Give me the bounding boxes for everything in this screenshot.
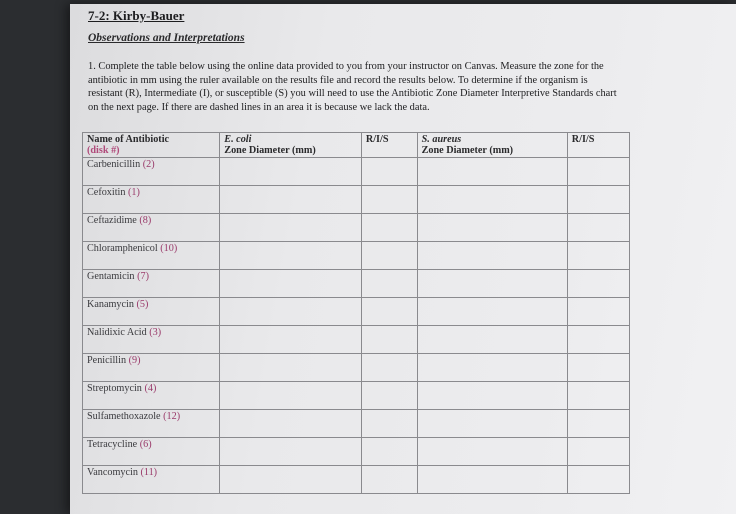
saureus-zone-cell[interactable] [417, 186, 567, 214]
table-header-row [83, 133, 630, 158]
antibiotic-name-cell [83, 186, 220, 214]
ecoli-ris-cell[interactable] [361, 242, 417, 270]
saureus-ris-cell[interactable] [567, 382, 629, 410]
antibiotic-name-cell [83, 382, 220, 410]
saureus-ris-cell[interactable] [567, 214, 629, 242]
disk-number: (9) [128, 355, 141, 366]
ecoli-zone-cell[interactable] [220, 410, 362, 438]
antibiotic-name: Kanamycin [87, 299, 134, 310]
antibiotic-name-cell [83, 354, 220, 382]
disk-number: (11) [140, 467, 158, 478]
antibiotic-name: Gentamicin [87, 271, 135, 282]
antibiotic-name-cell [83, 410, 220, 438]
antibiotic-name: Vancomycin [87, 467, 138, 478]
saureus-ris-cell[interactable] [567, 158, 629, 186]
ecoli-ris-cell[interactable] [361, 410, 417, 438]
saureus-ris-cell[interactable] [567, 326, 629, 354]
saureus-ris-cell[interactable] [567, 298, 629, 326]
ecoli-ris-cell[interactable] [361, 354, 417, 382]
ecoli-ris-cell[interactable] [361, 326, 417, 354]
disk-number: (8) [139, 215, 152, 226]
header-saureus [417, 133, 567, 158]
antibiotic-name-cell [83, 298, 220, 326]
ecoli-ris-cell[interactable] [361, 270, 417, 298]
antibiotic-name-cell [83, 466, 220, 494]
table-row [83, 298, 630, 326]
disk-number: (1) [128, 187, 140, 198]
saureus-ris-cell[interactable] [567, 354, 629, 382]
antibiotic-name: Nalidixic Acid [87, 327, 147, 338]
document-title: 7-2: Kirby-Bauer [88, 8, 185, 23]
saureus-ris-cell[interactable] [567, 270, 629, 298]
table-row [83, 410, 630, 438]
ecoli-zone-cell[interactable] [220, 326, 362, 354]
antibiotic-name-cell [83, 438, 220, 466]
header-ecoli-zone: Zone Diameter (mm) [224, 145, 316, 156]
antibiotic-name-cell [83, 270, 220, 298]
saureus-ris-cell[interactable] [567, 242, 629, 270]
saureus-zone-cell[interactable] [417, 410, 567, 438]
ecoli-zone-cell[interactable] [220, 382, 362, 410]
saureus-zone-cell[interactable] [417, 438, 567, 466]
header-antibiotic [83, 133, 220, 158]
ecoli-zone-cell[interactable] [220, 214, 362, 242]
section-heading: Observations and Interpretations [88, 32, 245, 44]
ecoli-zone-cell[interactable] [220, 158, 362, 186]
saureus-zone-cell[interactable] [417, 354, 567, 382]
saureus-zone-cell[interactable] [417, 158, 567, 186]
antibiotic-name-cell [83, 158, 220, 186]
saureus-zone-cell[interactable] [417, 270, 567, 298]
table-row [83, 354, 630, 382]
saureus-zone-cell[interactable] [417, 466, 567, 494]
saureus-ris-cell[interactable] [567, 410, 629, 438]
disk-number: (5) [136, 299, 149, 310]
saureus-ris-cell[interactable] [567, 438, 629, 466]
results-table [82, 132, 630, 494]
ecoli-zone-cell[interactable] [220, 270, 362, 298]
table-row [83, 270, 630, 298]
antibiotic-name: Chloramphenicol [87, 243, 158, 254]
instructions-paragraph: 1. Complete the table below using the online data provided to you from your instructor on Canvas. Measure the zone for the antibiotic in mm using the ruler available on the results file and record the results below. To determine if the organism is resistant (R), Intermediate (I), or susceptible (S) you will need to use the Antibiotic Zone Diameter Interpretive Standards chart on the next page. If there are dashed lines in an area it is because we lack the data. [88, 61, 617, 113]
antibiotic-name: Penicillin [87, 355, 127, 366]
antibiotic-name: Tetracycline [87, 439, 138, 450]
ecoli-zone-cell[interactable] [220, 298, 362, 326]
disk-number: (2) [142, 159, 155, 170]
ecoli-zone-cell[interactable] [220, 186, 362, 214]
ecoli-ris-cell[interactable] [361, 382, 417, 410]
antibiotic-name-cell [83, 326, 220, 354]
disk-number: (7) [137, 271, 149, 282]
table-row [83, 186, 630, 214]
antibiotic-name: Streptomycin [87, 383, 142, 394]
ecoli-zone-cell[interactable] [220, 242, 362, 270]
disk-number: (3) [149, 327, 162, 338]
header-ecoli-organism: E. coli [224, 134, 252, 145]
header-saureus-zone: Zone Diameter (mm) [421, 145, 514, 156]
header-ris-ecoli: R/I/S [361, 133, 417, 158]
saureus-zone-cell[interactable] [417, 214, 567, 242]
saureus-zone-cell[interactable] [417, 326, 567, 354]
saureus-ris-cell[interactable] [567, 186, 629, 214]
table-row [83, 382, 630, 410]
ecoli-zone-cell[interactable] [220, 466, 362, 494]
disk-number: (4) [144, 383, 157, 394]
saureus-zone-cell[interactable] [417, 298, 567, 326]
header-ris-saureus: R/I/S [567, 133, 629, 158]
antibiotic-name-cell [83, 214, 220, 242]
header-disk-label: (disk #) [87, 145, 120, 156]
antibiotic-name: Carbenicillin [87, 159, 141, 170]
table-row [83, 326, 630, 354]
ecoli-ris-cell[interactable] [361, 298, 417, 326]
antibiotic-name: Cefoxitin [87, 187, 126, 198]
ecoli-ris-cell[interactable] [361, 214, 417, 242]
table-row [83, 158, 630, 186]
antibiotic-name: Sulfamethoxazole [87, 411, 161, 422]
saureus-zone-cell[interactable] [417, 242, 567, 270]
disk-number: (10) [160, 243, 178, 254]
header-ecoli [220, 133, 362, 158]
antibiotic-name: Ceftazidime [87, 215, 137, 226]
antibiotic-name-cell [83, 242, 220, 270]
table-body [83, 158, 630, 494]
table-row [83, 438, 630, 466]
disk-number: (12) [163, 411, 181, 422]
table-row [83, 466, 630, 494]
table-row [83, 214, 630, 242]
header-saureus-organism: S. aureus [421, 134, 462, 145]
ecoli-ris-cell[interactable] [361, 466, 417, 494]
header-antibiotic-label: Name of Antibiotic [87, 134, 170, 145]
ecoli-ris-cell[interactable] [361, 158, 417, 186]
saureus-zone-cell[interactable] [417, 382, 567, 410]
table-row [83, 242, 630, 270]
disk-number: (6) [139, 439, 152, 450]
saureus-ris-cell[interactable] [567, 466, 629, 494]
document-page [70, 4, 736, 514]
ecoli-zone-cell[interactable] [220, 438, 362, 466]
ecoli-ris-cell[interactable] [361, 186, 417, 214]
ecoli-ris-cell[interactable] [361, 438, 417, 466]
ecoli-zone-cell[interactable] [220, 354, 362, 382]
